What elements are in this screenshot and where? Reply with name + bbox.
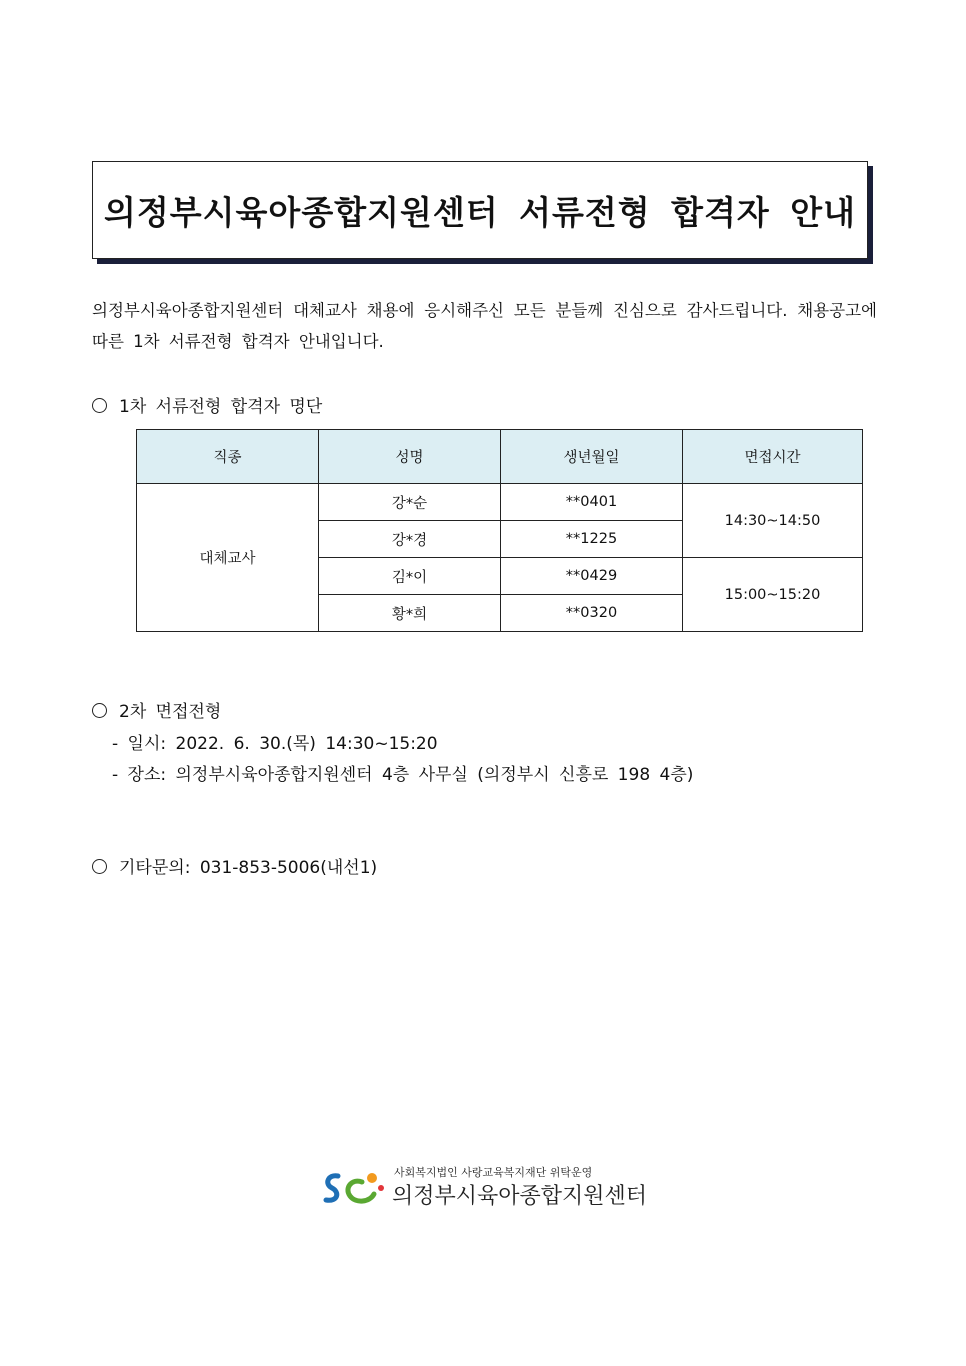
page-title: 의정부시육아종합지원센터 서류전형 합격자 안내 (104, 192, 856, 232)
circle-bullet-icon (92, 398, 107, 413)
interview-place: - 장소: 의정부시육아종합지원센터 4층 사무실 (의정부시 신흥로 198 4층) (112, 765, 694, 785)
logo-name: 의정부시육아종합지원센터 (392, 1184, 648, 1209)
section-2-heading: 2차 면접전형 (119, 702, 222, 722)
table-row (137, 484, 863, 521)
section-2nd-interview (92, 697, 221, 722)
name-cell: 강*경 (319, 521, 501, 558)
birth-cell: **1225 (501, 521, 683, 558)
birth-cell: **0320 (501, 595, 683, 632)
section-contact (92, 853, 377, 878)
center-logo-icon (322, 1166, 388, 1210)
time-cell: 14:30~14:50 (683, 484, 863, 558)
logo-subtitle: 사회복지법인 사랑교육복지재단 위탁운영 (394, 1166, 593, 1179)
header-name: 성명 (319, 430, 501, 484)
circle-bullet-icon (92, 859, 107, 874)
intro-paragraph: 의정부시육아종합지원센터 대체교사 채용에 응시해주신 모든 분들께 진심으로 감사드립니다. 채용공고에 따른 1차 서류전형 합격자 안내입니다. (92, 301, 877, 351)
section-1st-screening (92, 392, 322, 417)
header-birth: 생년월일 (501, 430, 683, 484)
center-logo (322, 1162, 652, 1210)
title-box (92, 161, 868, 259)
birth-cell: **0429 (501, 558, 683, 595)
name-cell: 강*순 (319, 484, 501, 521)
birth-cell: **0401 (501, 484, 683, 521)
section-1-heading: 1차 서류전형 합격자 명단 (119, 397, 323, 417)
passer-table (136, 429, 863, 632)
name-cell: 김*이 (319, 558, 501, 595)
header-interview-time: 면접시간 (683, 430, 863, 484)
circle-bullet-icon (92, 703, 107, 718)
time-cell: 15:00~15:20 (683, 558, 863, 632)
header-job: 직종 (137, 430, 319, 484)
name-cell: 황*희 (319, 595, 501, 632)
interview-date: - 일시: 2022. 6. 30.(목) 14:30~15:20 (112, 734, 438, 754)
table-header-row (137, 430, 863, 484)
job-cell: 대체교사 (137, 484, 319, 632)
contact-text: 기타문의: 031-853-5006(내선1) (119, 858, 378, 878)
